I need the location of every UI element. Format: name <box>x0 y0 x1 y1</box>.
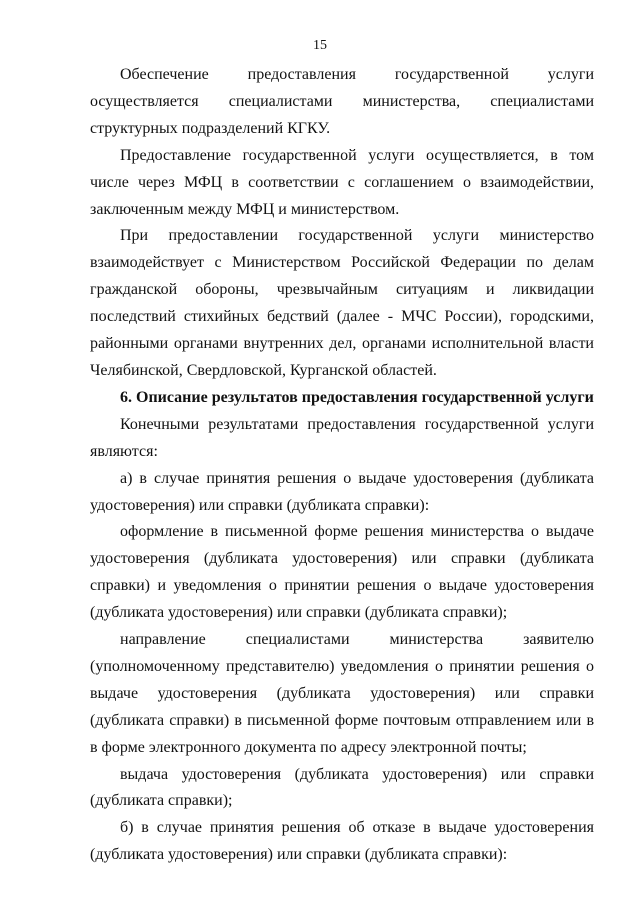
paragraph-case-a: а) в случае принятия решения о выдаче удостоверения (дубликата удостоверения) или справки (дубликата справки): <box>90 469 594 514</box>
paragraph-written-decision: оформление в письменной форме решения министерства о выдаче удостоверения (дубликата удостоверения) или справки (дубликата справки) и уведомления о принятии решения о выдаче удостоверения (дубликата удостоверения) или справки (дубликата справки); <box>90 523 594 622</box>
paragraph-interaction: При предоставлении государственной услуги министерство взаимодействует с Министерством Российской Федерации по делам гражданской обороны, чрезвычайным ситуациям и ликвидации последствий стихийных бедствий (далее - МЧС России), городскими, районными органами внутренних дел, органами исполнительной власти Челябинской, Свердловской, Курганской областей. <box>90 227 594 379</box>
paragraph-provision-staff: Обеспечение предоставления государственной услуги осуществляется специалистами министерства, специалистами структурных подразделений КГКУ. <box>90 66 594 137</box>
section-heading-results: 6. Описание результатов предоставления государственной услуги <box>120 388 594 406</box>
paragraph-mfc-provision: Предоставление государственной услуги осуществляется, в том числе через МФЦ в соответствии с соглашением о взаимодействии, заключенным между МФЦ и министерством. <box>90 146 594 218</box>
document-body <box>90 62 594 869</box>
paragraph-issuance: выдача удостоверения (дубликата удостоверения) или справки (дубликата справки); <box>90 765 594 810</box>
paragraph-final-results: Конечными результатами предоставления государственной услуги являются: <box>90 415 594 460</box>
paragraph-notification-sending: направление специалистами министерства заявителю (уполномоченному представителю) уведомления о принятии решения о выдаче удостоверения (дубликата удостоверения) или справки (дубликата справки) в письменной форме почтовым отправлением или в в форме электронного документа по адресу электронной почты; <box>90 631 594 756</box>
page-number: 15 <box>313 38 327 53</box>
paragraph-case-b: б) в случае принятия решения об отказе в выдаче удостоверения (дубликата удостоверения) или справки (дубликата справки): <box>90 819 594 864</box>
